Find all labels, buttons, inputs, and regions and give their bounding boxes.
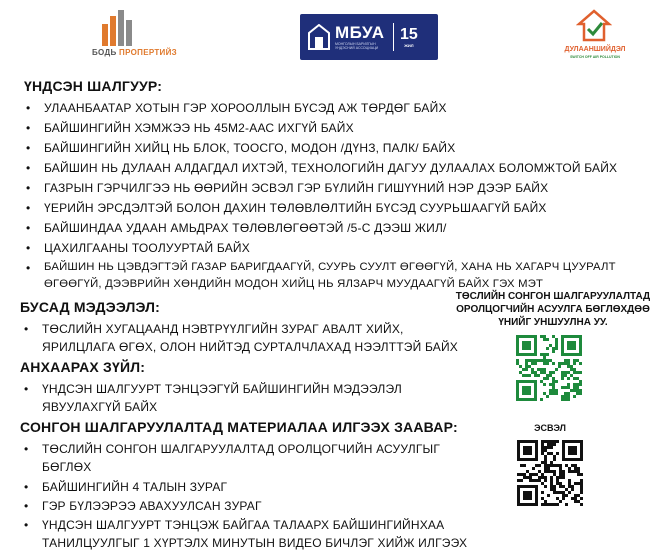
list-item-text: ҮЕРИЙН ЭРСДЭЛТЭЙ БОЛОН ДАХИН ТӨЛӨВЛӨЛТИЙН БҮСЭД СУУРЬШААГҮЙ БАЙХ (44, 201, 547, 215)
list-item-text: БАЙШИНГИЙН ХИЙЦ НЬ БЛОК, ТООСГО, МОДОН /ДҮНЗ, ПАЛК/ БАЙХ (44, 141, 456, 155)
anniversary-years: 15 (400, 25, 418, 43)
bullet-icon: • (24, 382, 29, 396)
anniversary-badge (400, 27, 418, 48)
dulaan-logo-name: ДУЛААНШИЙДЭЛ (564, 46, 626, 53)
list-item-text: ӨГӨӨГҮЙ, ДЭЭВРИЙН ХӨНДИЙН МОДОН ХИЙЦ НЬ ЯЛЗАРЧ МУУДААГҮЙ БАЙХ ГЭХ МЭТ (44, 278, 544, 290)
house-check-icon (576, 8, 612, 44)
bullet-icon: • (26, 141, 31, 155)
attention-title: АНХААРАХ ЗҮЙЛ: (20, 359, 146, 375)
list-item-text: БАЙШИНДАА УДААН АМЬДРАХ ТӨЛӨВЛӨГӨӨТЭЙ /5-С ДЭЭШ ЖИЛ/ (44, 221, 447, 235)
bullet-icon: • (26, 221, 31, 235)
list-item-text: ТӨСЛИЙН СОНГОН ШАЛГАРУУЛАЛТАД ОРОЛЦОГЧИЙН АСУУЛГЫГ (42, 442, 441, 456)
list-item-text: ЯРИЛЦЛАГА ӨГӨХ, ОЛОН НИЙТЭД СУРТАЛЧЛАХАД НЭЭЛТТЭЙ БАЙХ (42, 340, 458, 354)
qr-code-alternative[interactable] (517, 440, 583, 506)
list-item-text: БАЙШИН НЬ ДУЛААН АЛДАГДАЛ ИХТЭЙ, ТЕХНОЛОГИЙН ДАГУУ ДУЛААЛАХ БОЛОМЖТОЙ БАЙХ (44, 161, 618, 175)
building-bars-icon (102, 10, 132, 46)
qr-caption (447, 290, 659, 329)
bullet-icon: • (26, 261, 31, 275)
bullet-icon: • (24, 442, 29, 456)
qr-caption-line: ОРОЛЦОГЧИЙН АСУУЛГА БӨГЛӨХДӨӨ (456, 304, 650, 315)
bullet-icon: • (26, 101, 31, 115)
bodi-properties-logo (92, 10, 202, 60)
list-item-text: ЯВУУЛАХГҮЙ БАЙХ (42, 400, 158, 414)
bullet-icon: • (24, 480, 29, 494)
mbua-logo-name: МБУА (335, 23, 385, 42)
bullet-icon: • (26, 161, 31, 175)
dulaan-logo-tagline: SWITCH OFF AIR POLLUTION (570, 55, 620, 59)
house-icon (308, 24, 330, 50)
list-item-text: ТАНИЛЦУУЛГЫГ 1 ХҮРТЭЛХ МИНУТЫН ВИДЕО БИЧЛЭГ ХИЙЖ ИЛГЭЭХ (42, 536, 468, 550)
anniversary-unit: ЖИЛ (404, 42, 414, 48)
list-item-text: ҮНДСЭН ШАЛГУУРТ ТЭНЦЭЖ БАЙГАА ТАЛААРХ БАЙШИНГИЙНХАА (42, 518, 445, 532)
qr-code-survey[interactable] (516, 335, 582, 401)
other-info-title: БУСАД МЭДЭЭЛЭЛ: (20, 299, 161, 315)
bullet-icon: • (24, 322, 29, 336)
bullet-icon: • (26, 241, 31, 255)
dulaanshiidel-logo (554, 8, 644, 68)
mbua-logo (300, 14, 438, 60)
qr-caption-line: ТӨСЛИЙН СОНГОН ШАЛГАРУУЛАЛТАД (455, 291, 651, 302)
qr-caption-line: ҮНИЙГ УНШУУЛНА УУ. (498, 317, 608, 328)
mbua-logo-subtitle: МОНГОЛЫН БАРИЛГЫН УНДЭСНИЙ АССОЦИАЦИ (335, 42, 379, 50)
main-criteria-title: ҮНДСЭН ШАЛГУУР: (24, 78, 163, 94)
bullet-icon: • (26, 121, 31, 135)
list-item-text: БӨГЛӨХ (42, 460, 92, 474)
submission-title: СОНГОН ШАЛГАРУУЛАЛТАД МАТЕРИАЛАА ИЛГЭЭХ ЗААВАР: (20, 419, 458, 435)
or-label: ЭСВЭЛ (534, 423, 566, 433)
mbua-divider (393, 23, 394, 51)
bodi-logo-word: БОДЬ (92, 48, 120, 57)
list-item-text: ЦАХИЛГААНЫ ТООЛУУРТАЙ БАЙХ (44, 241, 250, 255)
bullet-icon: • (26, 181, 31, 195)
list-item-text: ТӨСЛИЙН ХУГАЦААНД НЭВТРҮҮЛГИЙН ЗУРАГ АВАЛТ ХИЙХ, (42, 322, 404, 336)
list-item-text: БАЙШИНГИЙН ХЭМЖЭЭ НЬ 45М2-ААС ИХГҮЙ БАЙХ (44, 121, 354, 135)
list-item-text: ҮНДСЭН ШАЛГУУРТ ТЭНЦЭЭГҮЙ БАЙШИНГИЙН МЭДЭЭЛЭЛ (42, 382, 402, 396)
bullet-icon: • (24, 499, 29, 513)
list-item-text: ГЭР БҮЛЭЭРЭЭ АВАХУУЛСАН ЗУРАГ (42, 499, 262, 513)
list-item-text: БАЙШИН НЬ ЦЭВДЭГТЭЙ ГАЗАР БАРИГДААГҮЙ, СУУРЬ СУУЛТ ӨГӨӨГҮЙ, ХАНА НЬ ХАГАРЧ ЦУУРАЛТ (44, 261, 616, 273)
list-item-text: БАЙШИНГИЙН 4 ТАЛЫН ЗУРАГ (42, 480, 228, 494)
bullet-icon: • (26, 201, 31, 215)
bodi-logo-text (92, 48, 177, 57)
list-item-text: УЛААНБААТАР ХОТЫН ГЭР ХОРООЛЛЫН БҮСЭД АЖ ТӨРДӨГ БАЙХ (44, 101, 447, 115)
list-item-text: ГАЗРЫН ГЭРЧИЛГЭЭ НЬ ӨӨРИЙН ЭСВЭЛ ГЭР БҮЛИЙН ГИШҮҮНИЙ НЭР ДЭЭР БАЙХ (44, 181, 549, 195)
properties-logo-word: ПРОПЕРТИЙЗ (119, 48, 177, 57)
bullet-icon: • (24, 518, 29, 532)
